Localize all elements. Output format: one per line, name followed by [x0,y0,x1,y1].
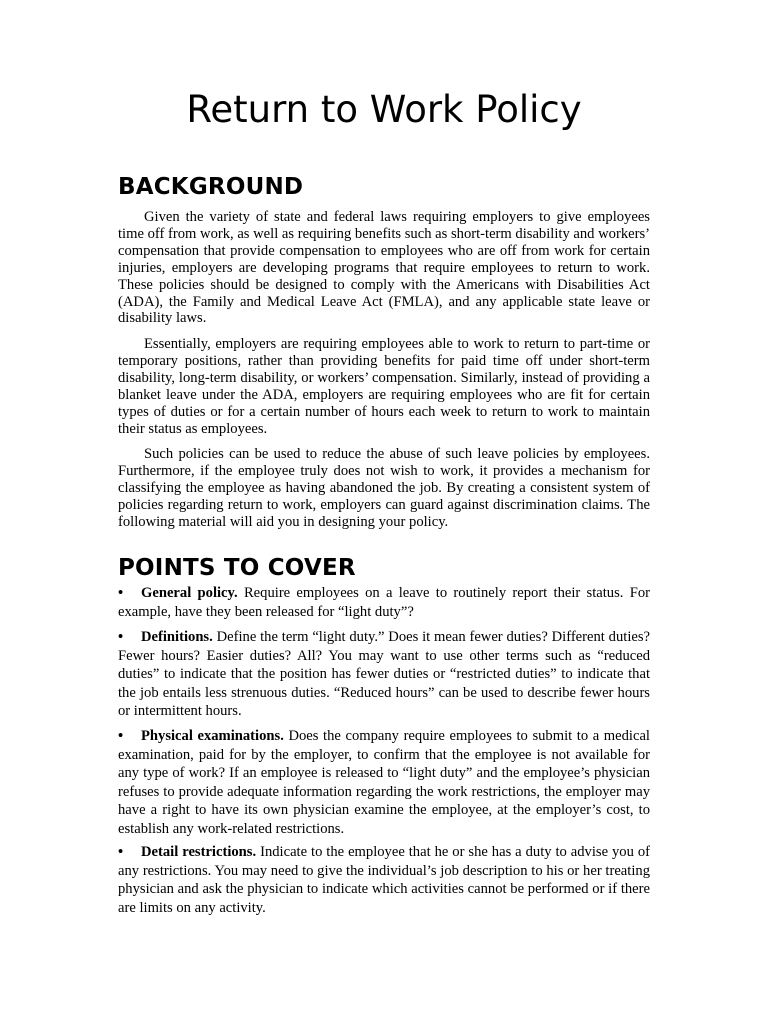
background-paragraph-2: Essentially, employers are requiring employees able to work to return to part-time or temporary positions, rather than providing benefits for paid time off under short-term disability, long-term disability, or workers’ compensation. Similarly, instead of providing a blanket leave under the ADA, employers are requiring employees who are fit for certain types of duties or for a certain number of hours each week to return to work to maintain their status as employees. [118,336,650,437]
bullet-item-detail-restrictions [118,843,650,917]
bullet-icon: • [118,629,124,645]
bullet-icon: • [118,728,124,744]
bullet-text: Define the term “light duty.” Does it mean fewer duties? Different duties? Fewer hours? Easier duties? All? You may want to use other terms such as “reduced duties” to indicate that the position has fewer duties or “restricted duties” to indicate that the job entails less strenuous duties. “Reduced hours” can be used to describe fewer hours or intermittent hours. [118,629,651,719]
bullet-term: Detail restrictions. [141,844,257,860]
bullet-text: Does the company require employees to submit to a medical examination, paid for by the employer, to confirm that the employee is not available for any type of work? If an employee is released to “light duty” and the employee’s physician refuses to provide adequate information regarding the work restrictions, the employer may have a right to have its own physician examine the employee, at the employer’s cost, to establish any work-related restrictions. [118,728,650,837]
bullet-text: Require employees on a leave to routinely report their status. For example, have they been released for “light duty”? [118,585,650,620]
bullet-term: Definitions. [141,629,213,645]
bullet-icon: • [118,585,124,601]
bullet-item-general-policy [118,584,650,621]
bullet-icon: • [118,844,124,860]
document-title: Return to Work Policy [186,88,582,131]
background-paragraph-3: Such policies can be used to reduce the abuse of such leave policies by employees. Furthermore, if the employee truly does not wish to work, it provides a mechanism for classifying the employee as having abandoned the job. By creating a consistent system of policies regarding return to work, employers can guard against discrimination claims. The following material will aid you in designing your policy. [118,446,650,530]
bullet-item-physical-examinations [118,727,650,838]
background-heading: BACKGROUND [118,174,304,200]
background-paragraph-1: Given the variety of state and federal laws requiring employers to give employees time off from work, as well as requiring benefits such as short-term disability and workers’ compensation that provide compensation to employees who are off from work for certain injuries, employers are developing programs that require employees to return to work. These policies should be designed to comply with the Americans with Disabilities Act (ADA), the Family and Medical Leave Act (FMLA), and any applicable state leave or disability laws. [118,209,650,327]
bullet-item-definitions [118,628,650,721]
bullet-text: Indicate to the employee that he or she has a duty to advise you of any restrictions. You may need to give the individual’s job description to his or her treating physician and ask the physician to indicate which activities cannot be performed or if there are limits on any activity. [118,844,651,916]
points-to-cover-heading: POINTS TO COVER [118,555,356,581]
bullet-term: Physical examinations. [141,728,284,744]
bullet-term: General policy. [141,585,238,601]
